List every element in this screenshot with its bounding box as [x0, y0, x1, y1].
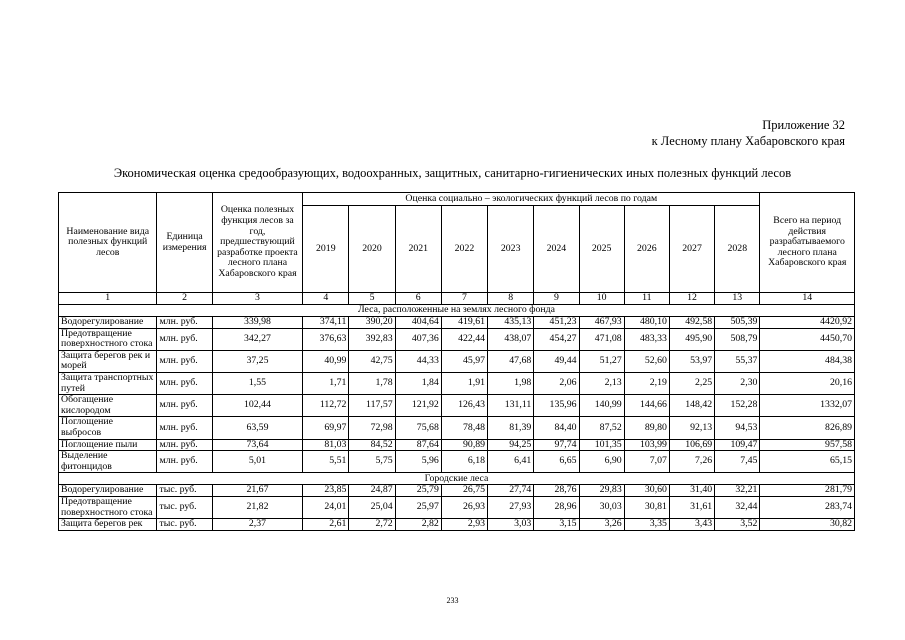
document-title: Экономическая оценка средообразующих, водоохранных, защитных, санитарно-гигиенических иных полезных функций лесов	[113, 166, 792, 180]
column-index: 12	[669, 293, 714, 305]
row-year-value: 23,85	[303, 485, 349, 497]
row-year-value: 140,99	[579, 395, 624, 417]
column-index: 5	[349, 293, 395, 305]
row-year-value: 26,93	[441, 496, 487, 518]
row-year-value: 90,89	[441, 439, 487, 451]
row-year-value: 92,13	[669, 417, 714, 439]
row-total: 484,38	[760, 350, 855, 372]
row-year-value: 2,82	[395, 519, 441, 531]
row-year-value: 454,27	[534, 328, 579, 350]
row-year-value: 7,07	[624, 451, 669, 473]
row-year-value: 5,51	[303, 451, 349, 473]
row-year-value: 40,99	[303, 350, 349, 372]
row-year-value: 152,28	[715, 395, 760, 417]
row-year-value: 7,26	[669, 451, 714, 473]
column-index: 4	[303, 293, 349, 305]
row-unit: млн. руб.	[157, 317, 212, 329]
row-year-value: 52,60	[624, 350, 669, 372]
row-unit: млн. руб.	[157, 451, 212, 473]
row-year-value: 3,52	[715, 519, 760, 531]
row-unit: тыс. руб.	[157, 496, 212, 518]
row-year-value: 1,91	[441, 372, 487, 394]
table-row	[59, 451, 855, 473]
row-base-value: 1,55	[212, 372, 302, 394]
row-year-value: 25,97	[395, 496, 441, 518]
row-function-name: Поглощение пыли	[59, 439, 157, 451]
row-year-value: 87,52	[579, 417, 624, 439]
row-year-value: 81,39	[488, 417, 534, 439]
row-function-name: Защита транспортных путей	[59, 372, 157, 394]
row-year-value: 3,15	[534, 519, 579, 531]
row-year-value: 374,11	[303, 317, 349, 329]
row-total: 4450,70	[760, 328, 855, 350]
row-year-value: 471,08	[579, 328, 624, 350]
row-year-value: 438,07	[488, 328, 534, 350]
header-year: 2024	[534, 206, 579, 293]
row-year-value: 121,92	[395, 395, 441, 417]
row-function-name: Предотвращение поверхностного стока	[59, 328, 157, 350]
row-function-name: Защита берегов рек и морей	[59, 350, 157, 372]
row-year-value: 51,27	[579, 350, 624, 372]
row-year-value: 26,75	[441, 485, 487, 497]
row-total: 65,15	[760, 451, 855, 473]
row-year-value: 28,96	[534, 496, 579, 518]
table-row	[59, 519, 855, 531]
row-year-value: 47,68	[488, 350, 534, 372]
row-unit: млн. руб.	[157, 395, 212, 417]
row-year-value: 5,75	[349, 451, 395, 473]
row-year-value: 75,68	[395, 417, 441, 439]
row-function-name: Предотвращение поверхностного стока	[59, 496, 157, 518]
row-year-value: 419,61	[441, 317, 487, 329]
row-year-value: 28,76	[534, 485, 579, 497]
table-row	[59, 417, 855, 439]
header-year: 2020	[349, 206, 395, 293]
table-row	[59, 317, 855, 329]
table-row	[59, 395, 855, 417]
row-year-value: 84,52	[349, 439, 395, 451]
row-year-value: 69,97	[303, 417, 349, 439]
row-year-value: 97,74	[534, 439, 579, 451]
section-row	[59, 473, 855, 485]
row-year-value: 101,35	[579, 439, 624, 451]
row-year-value: 495,90	[669, 328, 714, 350]
row-year-value: 3,35	[624, 519, 669, 531]
row-year-value: 32,44	[715, 496, 760, 518]
header-unit: Единица измерения	[157, 193, 212, 293]
row-total: 4420,92	[760, 317, 855, 329]
column-index: 1	[59, 293, 157, 305]
table-row	[59, 496, 855, 518]
functions-table	[58, 192, 855, 531]
row-unit: млн. руб.	[157, 328, 212, 350]
table-row	[59, 328, 855, 350]
row-year-value: 112,72	[303, 395, 349, 417]
column-index: 6	[395, 293, 441, 305]
row-base-value: 339,98	[212, 317, 302, 329]
column-index: 9	[534, 293, 579, 305]
row-year-value: 135,96	[534, 395, 579, 417]
header-year: 2026	[624, 206, 669, 293]
row-total: 1332,07	[760, 395, 855, 417]
page-number: 233	[446, 596, 459, 605]
row-unit: тыс. руб.	[157, 485, 212, 497]
row-year-value: 2,13	[579, 372, 624, 394]
header-year: 2025	[579, 206, 624, 293]
column-index: 10	[579, 293, 624, 305]
row-year-value: 94,25	[488, 439, 534, 451]
row-year-value: 451,23	[534, 317, 579, 329]
row-year-value: 42,75	[349, 350, 395, 372]
row-total: 281,79	[760, 485, 855, 497]
row-year-value: 30,03	[579, 496, 624, 518]
row-year-value: 25,04	[349, 496, 395, 518]
row-year-value: 2,06	[534, 372, 579, 394]
row-year-value: 84,40	[534, 417, 579, 439]
row-year-value: 6,65	[534, 451, 579, 473]
row-year-value: 24,87	[349, 485, 395, 497]
row-year-value: 144,66	[624, 395, 669, 417]
row-year-value: 87,64	[395, 439, 441, 451]
header-year: 2021	[395, 206, 441, 293]
row-total: 283,74	[760, 496, 855, 518]
header-year: 2023	[488, 206, 534, 293]
row-year-value: 45,97	[441, 350, 487, 372]
column-index-row	[59, 293, 855, 305]
row-unit: млн. руб.	[157, 372, 212, 394]
row-year-value: 392,83	[349, 328, 395, 350]
section-title: Леса, расположенные на землях лесного фонда	[59, 305, 855, 317]
appendix-heading	[652, 118, 845, 149]
row-year-value: 109,47	[715, 439, 760, 451]
row-year-value: 404,64	[395, 317, 441, 329]
row-function-name: Обогащение кислородом	[59, 395, 157, 417]
row-unit: млн. руб.	[157, 417, 212, 439]
appendix-reference: к Лесному плану Хабаровского края	[651, 133, 845, 148]
row-year-value: 435,13	[488, 317, 534, 329]
row-base-value: 342,27	[212, 328, 302, 350]
row-year-value: 2,72	[349, 519, 395, 531]
row-year-value: 1,71	[303, 372, 349, 394]
row-base-value: 2,37	[212, 519, 302, 531]
row-year-value: 117,57	[349, 395, 395, 417]
row-year-value: 27,93	[488, 496, 534, 518]
row-year-value: 49,44	[534, 350, 579, 372]
row-year-value: 2,25	[669, 372, 714, 394]
row-base-value: 37,25	[212, 350, 302, 372]
table-row	[59, 485, 855, 497]
row-year-value: 1,84	[395, 372, 441, 394]
row-year-value: 30,60	[624, 485, 669, 497]
row-function-name: Водорегулирование	[59, 485, 157, 497]
column-index: 11	[624, 293, 669, 305]
row-base-value: 21,82	[212, 496, 302, 518]
row-year-value: 25,79	[395, 485, 441, 497]
row-base-value: 73,64	[212, 439, 302, 451]
row-year-value: 7,45	[715, 451, 760, 473]
row-year-value: 3,43	[669, 519, 714, 531]
row-year-value: 483,33	[624, 328, 669, 350]
row-year-value: 27,74	[488, 485, 534, 497]
row-year-value: 81,03	[303, 439, 349, 451]
row-year-value: 6,90	[579, 451, 624, 473]
row-year-value: 505,39	[715, 317, 760, 329]
row-base-value: 63,59	[212, 417, 302, 439]
row-function-name: Защита берегов рек	[59, 519, 157, 531]
row-year-value: 3,26	[579, 519, 624, 531]
row-year-value: 24,01	[303, 496, 349, 518]
row-year-value: 2,93	[441, 519, 487, 531]
row-year-value: 376,63	[303, 328, 349, 350]
header-years-group: Оценка социально – экологических функций лесов по годам	[303, 193, 760, 206]
row-year-value: 1,98	[488, 372, 534, 394]
row-unit: млн. руб.	[157, 350, 212, 372]
column-index: 13	[715, 293, 760, 305]
header-year: 2022	[441, 206, 487, 293]
row-year-value: 89,80	[624, 417, 669, 439]
row-year-value: 29,83	[579, 485, 624, 497]
row-year-value: 31,61	[669, 496, 714, 518]
header-year: 2027	[669, 206, 714, 293]
table-row	[59, 372, 855, 394]
row-year-value: 3,03	[488, 519, 534, 531]
column-index: 7	[441, 293, 487, 305]
section-row	[59, 305, 855, 317]
row-total: 957,58	[760, 439, 855, 451]
row-year-value: 78,48	[441, 417, 487, 439]
table-row	[59, 350, 855, 372]
row-base-value: 5,01	[212, 451, 302, 473]
row-year-value: 1,78	[349, 372, 395, 394]
row-year-value: 103,99	[624, 439, 669, 451]
row-year-value: 2,30	[715, 372, 760, 394]
row-year-value: 407,36	[395, 328, 441, 350]
column-index: 14	[760, 293, 855, 305]
row-year-value: 467,93	[579, 317, 624, 329]
column-index: 2	[157, 293, 212, 305]
row-year-value: 31,40	[669, 485, 714, 497]
row-year-value: 44,33	[395, 350, 441, 372]
row-year-value: 126,43	[441, 395, 487, 417]
row-year-value: 30,81	[624, 496, 669, 518]
row-year-value: 72,98	[349, 417, 395, 439]
row-year-value: 6,18	[441, 451, 487, 473]
row-year-value: 6,41	[488, 451, 534, 473]
row-year-value: 106,69	[669, 439, 714, 451]
header-year: 2019	[303, 206, 349, 293]
header-total: Всего на период действия разрабатываемого лесного плана Хабаровского края	[760, 193, 855, 293]
row-year-value: 480,10	[624, 317, 669, 329]
row-function-name: Водорегулирование	[59, 317, 157, 329]
appendix-number: Приложение 32	[762, 118, 845, 132]
row-base-value: 102,44	[212, 395, 302, 417]
row-unit: млн. руб.	[157, 439, 212, 451]
header-base: Оценка полезных функция лесов за год, предшествующий разработке проекта лесного плана Хабаровского края	[212, 193, 302, 293]
row-year-value: 422,44	[441, 328, 487, 350]
row-function-name: Поглощение выбросов	[59, 417, 157, 439]
row-total: 30,82	[760, 519, 855, 531]
table-row	[59, 439, 855, 451]
row-base-value: 21,67	[212, 485, 302, 497]
row-year-value: 32,21	[715, 485, 760, 497]
row-year-value: 508,79	[715, 328, 760, 350]
column-index: 8	[488, 293, 534, 305]
header-name: Наименование вида полезных функций лесов	[59, 193, 157, 293]
row-year-value: 492,58	[669, 317, 714, 329]
row-year-value: 148,42	[669, 395, 714, 417]
header-year: 2028	[715, 206, 760, 293]
row-year-value: 5,96	[395, 451, 441, 473]
row-unit: тыс. руб.	[157, 519, 212, 531]
row-year-value: 2,61	[303, 519, 349, 531]
row-year-value: 94,53	[715, 417, 760, 439]
row-year-value: 131,11	[488, 395, 534, 417]
row-function-name: Выделение фитонцидов	[59, 451, 157, 473]
row-year-value: 53,97	[669, 350, 714, 372]
row-total: 826,89	[760, 417, 855, 439]
row-year-value: 390,20	[349, 317, 395, 329]
section-title: Городские леса	[59, 473, 855, 485]
row-total: 20,16	[760, 372, 855, 394]
column-index: 3	[212, 293, 302, 305]
row-year-value: 55,37	[715, 350, 760, 372]
row-year-value: 2,19	[624, 372, 669, 394]
